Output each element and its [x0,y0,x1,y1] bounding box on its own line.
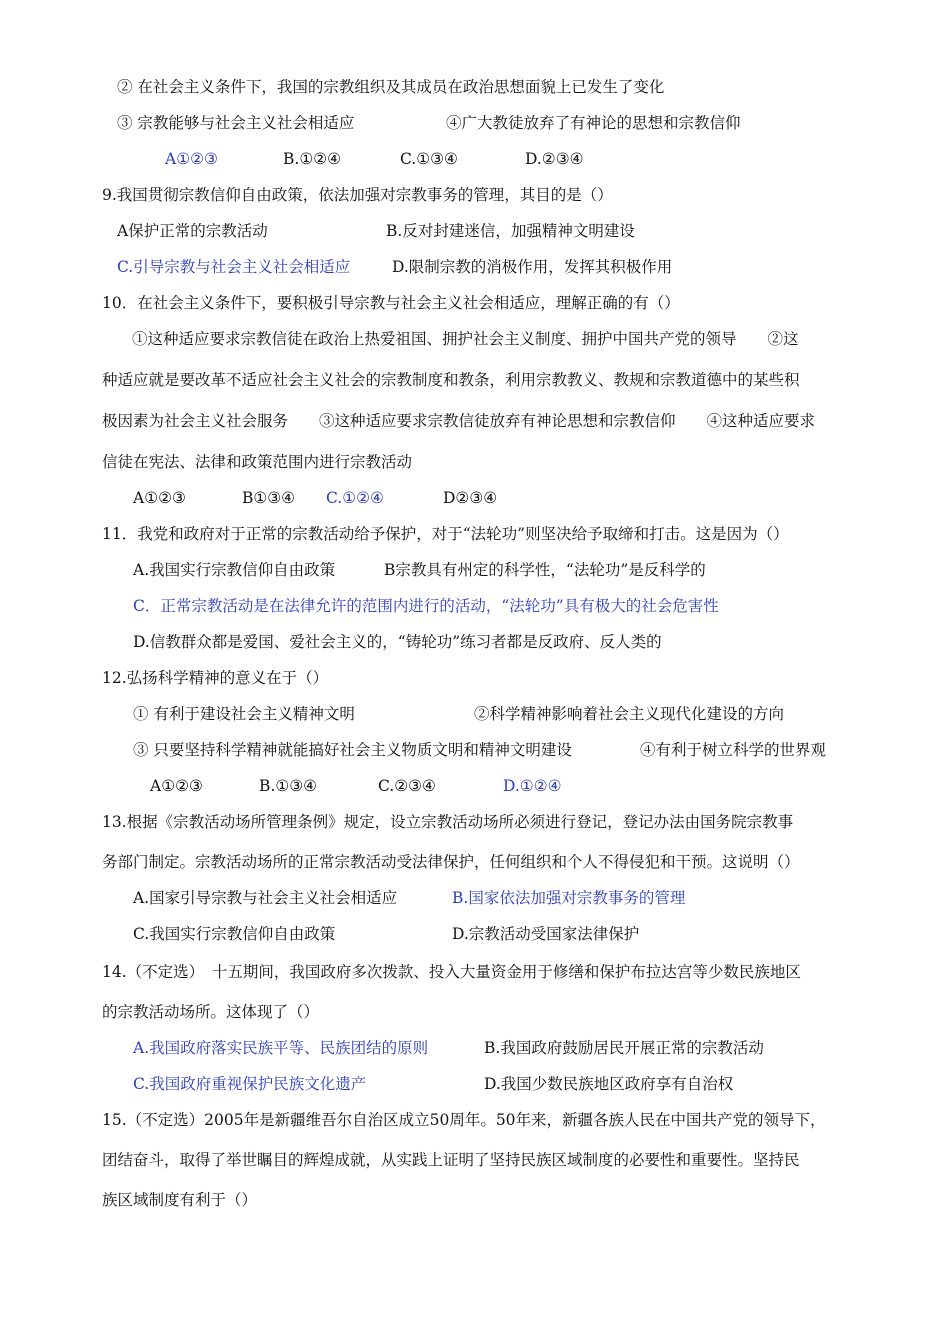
q10-stem: 10．在社会主义条件下，要积极引导宗教与社会主义社会相适应，理解正确的有（） [102,294,680,312]
q8-option-2: ② 在社会主义条件下，我国的宗教组织及其成员在政治思想面貌上已发生了变化 [117,78,665,96]
q14-option-b: B.我国政府鼓励居民开展正常的宗教活动 [484,1039,764,1057]
q11-option-d: D.信教群众都是爱国、爱社会主义的，“铸轮功”练习者都是反政府、反人类的 [133,633,662,651]
q15-stem-line-2: 团结奋斗，取得了举世瞩目的辉煌成就，从实践上证明了坚持民族区域制度的必要性和重要性。坚持民 [102,1151,800,1169]
q9-stem: 9.我国贯彻宗教信仰自由政策，依法加强对宗教事务的管理，其目的是（） [102,186,613,204]
q8-choice-c: C.①③④ [400,150,458,168]
q13-stem-line-1: 13.根据《宗教活动场所管理条例》规定，设立宗教活动场所必须进行登记，登记办法由国务院宗教事 [102,813,794,831]
q13-option-b: B.国家依法加强对宗教事务的管理 [452,889,686,907]
q9-option-a: A保护正常的宗教活动 [117,222,268,240]
q8-option-4: ④广大教徒放弃了有神论的思想和宗教信仰 [446,114,741,132]
q12-choice-b: B.①③④ [259,777,318,795]
q12-choice-a: A①②③ [150,777,203,795]
q10-choice-d: D②③④ [443,489,498,507]
q10-choice-a: A①②③ [133,489,186,507]
q13-option-a: A.国家引导宗教与社会主义社会相适应 [133,889,398,907]
q8-choice-b: B.①②④ [283,150,342,168]
q14-option-c: C.我国政府重视保护民族文化遗产 [133,1075,367,1093]
q10-body-line-2: 种适应就是要改革不适应社会主义社会的宗教制度和教条，利用宗教教义、教规和宗教道德中的某些积 [102,371,800,389]
q10-body-line-3: 极因素为社会主义社会服务 ③这种适应要求宗教信徒放弃有神论思想和宗教信仰 ④这种适应要求 [102,412,816,430]
q12-option-1: ① 有利于建设社会主义精神文明 [133,705,355,723]
q9-option-c: C.引导宗教与社会主义社会相适应 [117,258,351,276]
q8-choice-a: A①②③ [165,150,218,168]
q13-option-c: C.我国实行宗教信仰自由政策 [133,925,336,943]
q8-option-3: ③ 宗教能够与社会主义社会相适应 [117,114,355,132]
q9-option-b: B.反对封建迷信，加强精神文明建设 [386,222,635,240]
q14-option-d: D.我国少数民族地区政府享有自治权 [484,1075,734,1093]
q14-stem-line-2: 的宗教活动场所。这体现了（） [102,1003,320,1021]
q11-option-c: C．正常宗教活动是在法律允许的范围内进行的活动，“法轮功”具有极大的社会危害性 [133,597,719,615]
q14-option-a: A.我国政府落实民族平等、民族团结的原则 [133,1039,429,1057]
q10-body-line-1: ①这种适应要求宗教信徒在政治上热爱祖国、拥护社会主义制度、拥护中国共产党的领导 ②这 [132,330,799,348]
q10-choice-c: C.①②④ [326,489,384,507]
q10-body-line-4: 信徒在宪法、法律和政策范围内进行宗教活动 [102,453,413,471]
q12-choice-c: C.②③④ [378,777,436,795]
q11-option-b: B宗教具有州定的科学性，“法轮功”是反科学的 [384,561,706,579]
q12-choice-d: D.①②④ [503,777,562,795]
q15-stem-line-1: 15.（不定选）2005年是新疆维吾尔自治区成立50周年。50年来，新疆各族人民在中国共产党的领导下， [102,1111,826,1129]
q8-choice-d: D.②③④ [525,150,584,168]
q12-option-4: ④有利于树立科学的世界观 [640,741,827,759]
q12-stem: 12.弘扬科学精神的意义在于（） [102,669,329,687]
q15-stem-line-3: 族区域制度有利于（） [102,1191,258,1209]
q13-stem-line-2: 务部门制定。宗教活动场所的正常宗教活动受法律保护，任何组织和个人不得侵犯和干预。这说明（） [102,853,800,871]
q14-stem-line-1: 14.（不定选） 十五期间，我国政府多次拨款、投入大量资金用于修缮和保护布拉达宫等少数民族地区 [102,963,801,981]
q12-option-2: ②科学精神影响着社会主义现代化建设的方向 [474,705,785,723]
q13-option-d: D.宗教活动受国家法律保护 [452,925,640,943]
q11-option-a: A.我国实行宗教信仰自由政策 [133,561,336,579]
q12-option-3: ③ 只要坚持科学精神就能搞好社会主义物质文明和精神文明建设 [133,741,572,759]
q11-stem: 11．我党和政府对于正常的宗教活动给予保护，对于“法轮功”则坚决给予取缔和打击。这是因为（） [102,525,789,543]
q10-choice-b: B①③④ [242,489,296,507]
q9-option-d: D.限制宗教的消极作用，发挥其积极作用 [392,258,673,276]
